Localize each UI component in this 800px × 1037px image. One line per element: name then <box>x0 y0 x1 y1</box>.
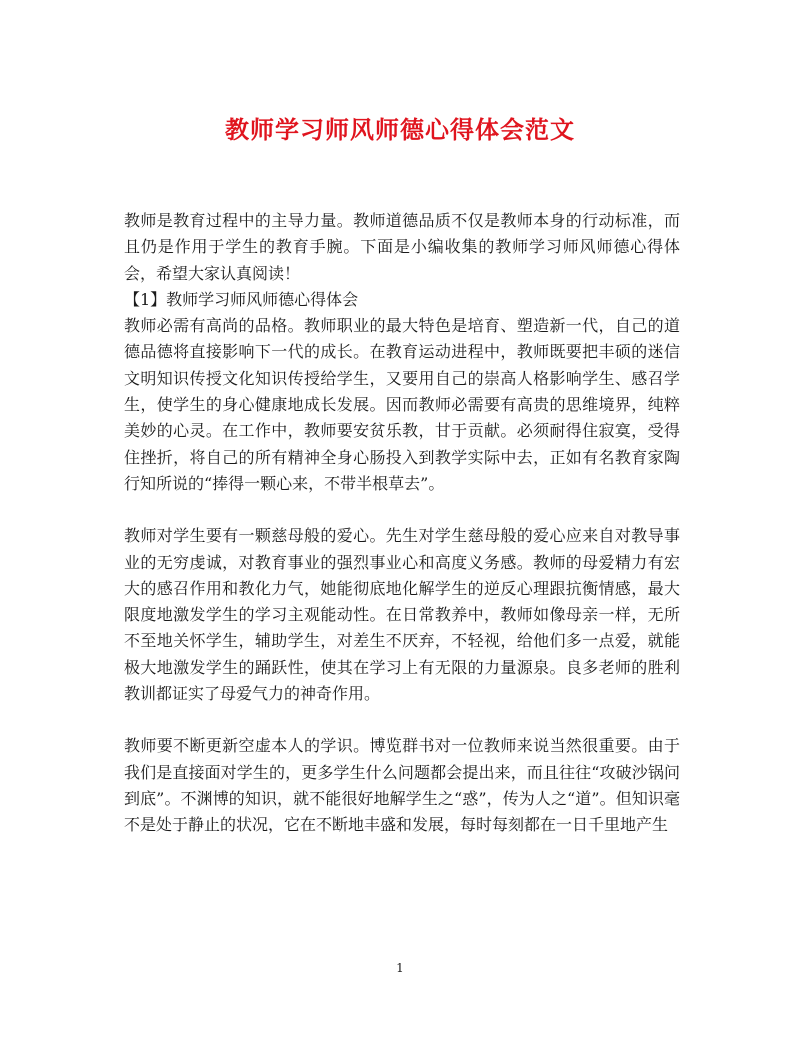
page-number: 1 <box>396 961 404 975</box>
intro-paragraph: 教师是教育过程中的主导力量。教师道德品质不仅是教师本身的行动标准，而且仍是作用于学生的教育手腕。下面是小编收集的教师学习师风师德心得体会，希望大家认真阅读！ <box>124 211 680 283</box>
body-paragraph-3: 教师要不断更新空虚本人的学识。博览群书对一位教师来说当然很重要。由于我们是直接面对学生的，更多学生什么问题都会提出来，而且往往“攻破沙锅问到底”。不渊博的知识，就不能很好地解学生之“惑”，传为人之“道”。但知识毫不是处于静止的状况，它在不断地丰盛和发展，每时每刻都在一日千里地产生 <box>124 736 680 835</box>
paragraph-spacer <box>124 497 680 523</box>
section-heading: 【1】教师学习师风师德心得体会 <box>124 289 359 309</box>
paragraph-spacer <box>124 707 680 733</box>
body-paragraph-2: 教师对学生要有一颗慈母般的爱心。先生对学生慈母般的爱心应来自对教导事业的无穷虔诚，对教育事业的强烈事业心和高度义务感。教师的母爱精力有宏大的感召作用和教化力气，她能彻底地化解学生的逆反心理跟抗衡情感，最大限度地激发学生的学习主观能动性。在日常教养中，教师如像母亲一样，无所不至地关怀学生，辅助学生，对差生不厌弃，不轻视，给他们多一点爱，就能极大地激发学生的踊跃性，使其在学习上有无限的力量源泉。良多老师的胜利教训都证实了母爱气力的神奇作用。 <box>124 526 680 704</box>
document-title: 教师学习师风师德心得体会范文 <box>225 115 575 144</box>
document-body <box>124 208 680 839</box>
body-paragraph-1: 教师必需有高尚的品格。教师职业的最大特色是培育、塑造新一代，自己的道德品德将直接影响下一代的成长。在教育运动进程中，教师既要把丰硕的迷信文明知识传授文化知识传授给学生，又要用自己的崇高人格影响学生、感召学生，使学生的身心健康地成长发展。因而教师必需要有高贵的思维境界，纯粹美妙的心灵。在工作中，教师要安贫乐教，甘于贡献。必须耐得住寂寞，受得住挫折，将自己的所有精神全身心肠投入到教学实际中去，正如有名教育家陶行知所说的“捧得一颗心来，不带半根草去”。 <box>124 316 680 493</box>
